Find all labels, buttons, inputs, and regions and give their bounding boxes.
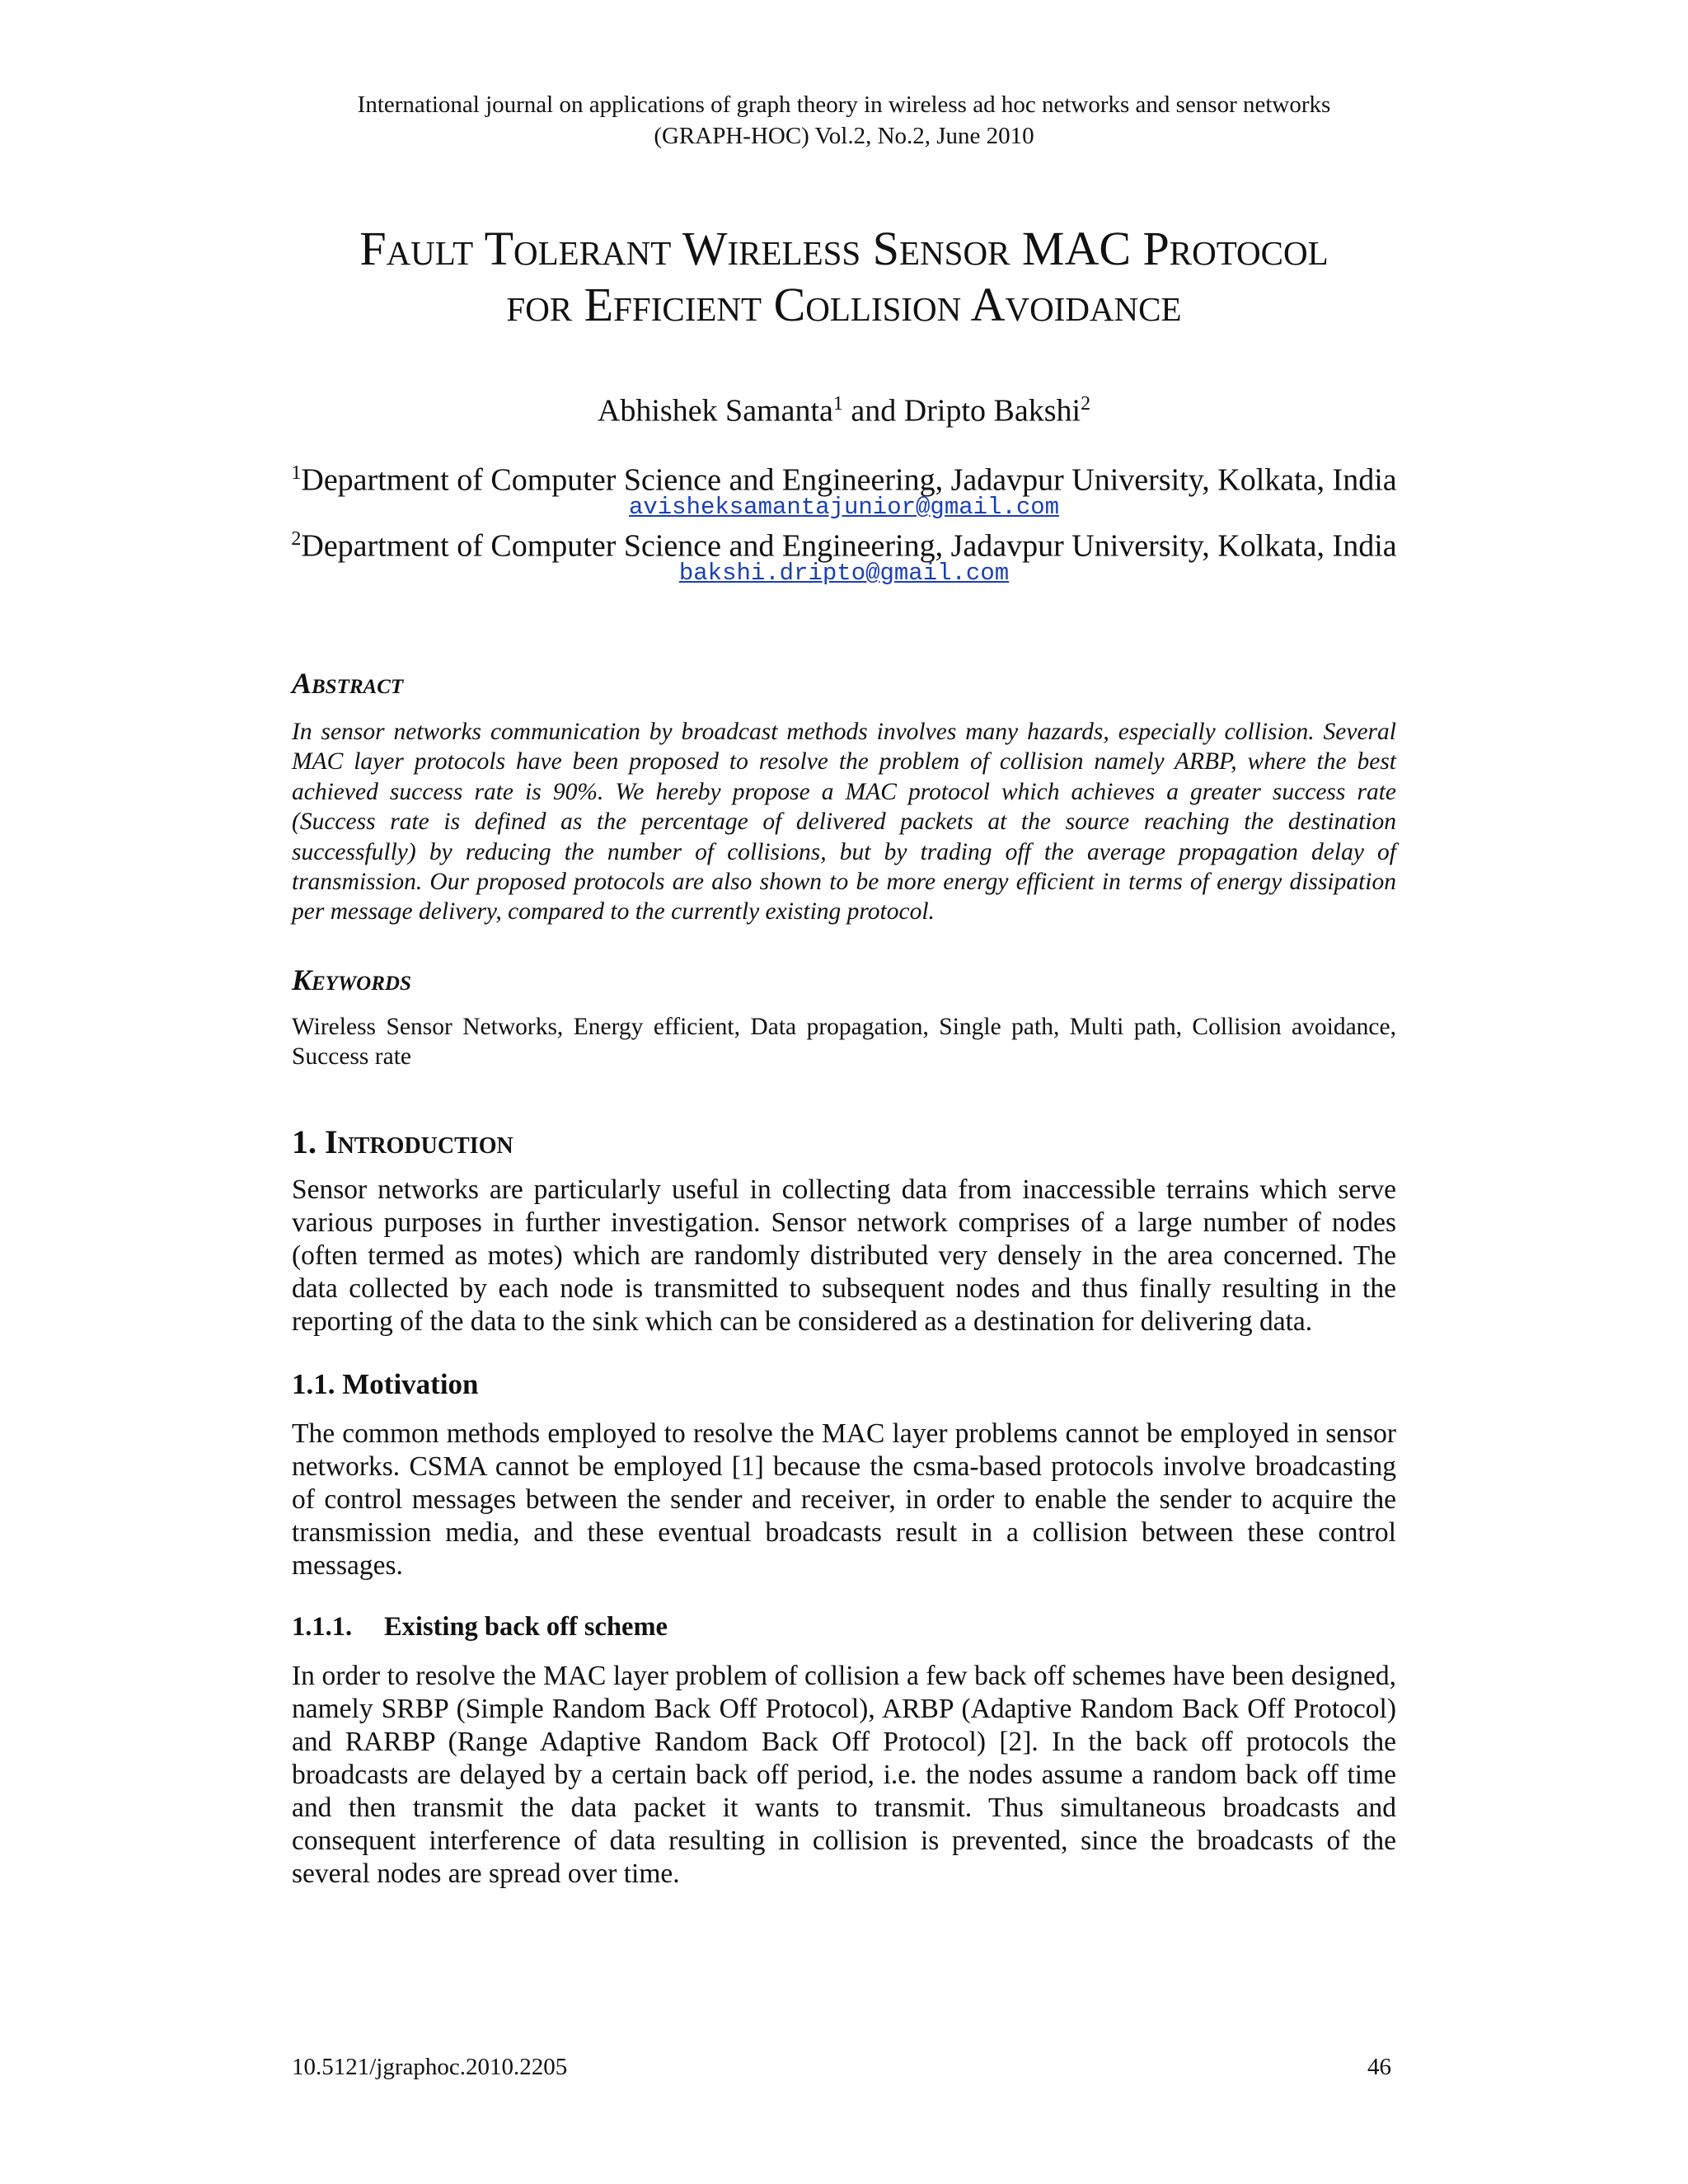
backoff-text: In order to resolve the MAC layer problem of collision a few back off schemes have been designed, namely SRBP (Simple Random Back Off Protocol), ARBP (Adaptive Random Back Off Protocol) and RARBP (Range Adaptive Random Back Off Protocol) [2]. In the back off protocols the broadcasts are delayed by a certain back off period, i.e. the nodes assume a random back off time and then transmit the data packet it wants to transmit. Thus simultaneous broadcasts and consequent interference of data resulting in collision is prevented, since the broadcasts of the several nodes are spread over time.	[292, 1661, 1396, 1889]
abstract-text: In sensor networks communication by broadcast methods involves many hazards, especially collision. Several MAC layer protocols have been proposed to resolve the problem of collision namely ARBP, where the best achieved success rate is 90%. We hereby propose a MAC protocol which achieves a greater success rate (Success rate is defined as the percentage of delivered packets at the source reaching the destination successfully) by reducing the number of collisions, but by trading off the average propagation delay of transmission. Our proposed protocols are also shown to be more energy efficient in terms of energy dissipation per message delivery, compared to the currently existing protocol.	[292, 719, 1396, 926]
author-affiliation-mark: 2	[1081, 393, 1091, 415]
abstract-heading: Abstract	[292, 667, 404, 700]
journal-header-line2: (GRAPH-HOC) Vol.2, No.2, June 2010	[654, 123, 1034, 149]
introduction-text: Sensor networks are particularly useful in collecting data from inaccessible terrains which serve various purposes in further investigation. Sensor network comprises of a large number of nodes (often termed as motes) which are randomly distributed very densely in the area concerned. The data collected by each node is transmitted to subsequent nodes and thus finally resulting in the reporting of the data to the sink which can be considered as a destination for delivering data.	[292, 1174, 1396, 1337]
backoff-heading-text: Existing back off scheme	[384, 1612, 668, 1642]
affiliation-text: Department of Computer Science and Engineering, Jadavpur University, Kolkata, India	[301, 528, 1397, 564]
affiliation-mark: 1	[291, 462, 302, 484]
paper-title	[206, 221, 1482, 333]
introduction-heading: 1. Introduction	[292, 1123, 513, 1160]
footer-doi: 10.5121/jgraphoc.2010.2205	[292, 2054, 568, 2080]
author-list	[247, 384, 1441, 431]
author-affiliation-mark: 1	[832, 393, 843, 415]
author-name: Abhishek Samanta	[597, 393, 833, 429]
journal-header-line1: International journal on applications of graph theory in wireless ad hoc networks and sensor networks	[357, 91, 1331, 118]
affiliation-mark: 2	[291, 528, 302, 550]
email-link[interactable]: bakshi.dripto@gmail.com	[678, 560, 1010, 587]
author-email	[247, 559, 1441, 588]
keywords-heading: Keywords	[292, 963, 411, 996]
paper-title-line1: Fault Tolerant Wireless Sensor MAC Protocol	[359, 222, 1329, 275]
affiliation	[247, 521, 1441, 565]
email-link[interactable]: avisheksamantajunior@gmail.com	[628, 494, 1060, 521]
paper-title-line2: for Efficient Collision Avoidance	[506, 278, 1182, 331]
page-number: 46	[1367, 2054, 1391, 2080]
author-name: Dripto Bakshi	[903, 393, 1081, 429]
motivation-text: The common methods employed to resolve the MAC layer problems cannot be employed in sensor networks. CSMA cannot be employed [1] because the csma-based protocols involve broadcasting of control messages between the sender and receiver, in order to enable the sender to acquire the transmission media, and these eventual broadcasts result in a collision between these control messages.	[292, 1418, 1396, 1581]
affiliation	[247, 455, 1441, 499]
affiliation-text: Department of Computer Science and Engineering, Jadavpur University, Kolkata, India	[301, 462, 1397, 498]
backoff-heading-number: 1.1.1.	[292, 1612, 353, 1642]
backoff-heading	[292, 1612, 668, 1643]
keywords-text: Wireless Sensor Networks, Energy efficient, Data propagation, Single path, Multi path, Collision avoidance, Success rate	[292, 1014, 1396, 1070]
journal-header	[247, 89, 1441, 152]
motivation-heading: 1.1. Motivation	[292, 1368, 479, 1400]
author-joiner: and	[842, 393, 904, 429]
author-email	[247, 493, 1441, 523]
